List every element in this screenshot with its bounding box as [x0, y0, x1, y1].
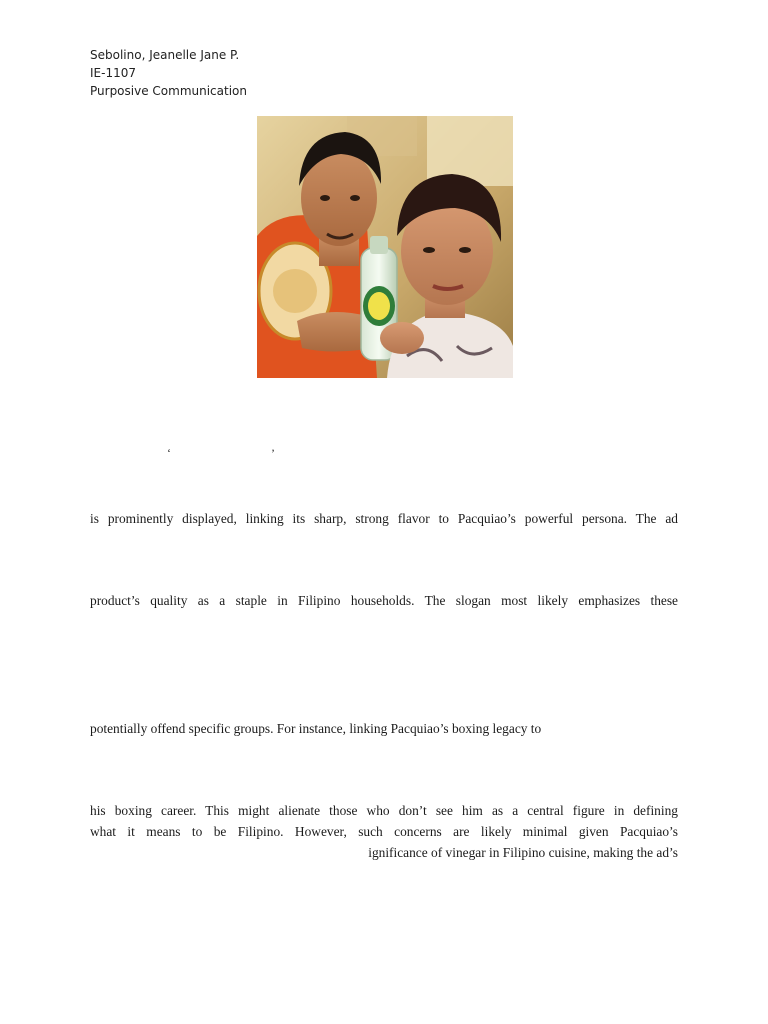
advertisement-photo-illustration	[257, 116, 513, 378]
section-code: IE-1107	[90, 66, 136, 80]
paragraph-line: his boxing career. This might alienate those who don’t see him as a central figure in defining	[90, 803, 678, 818]
document-header	[90, 46, 247, 100]
paragraph-line: what it means to be Filipino. However, such concerns are likely minimal given Pacquiao’s	[90, 824, 678, 839]
paragraph-line: is prominently displayed, linking its sharp, strong flavor to Pacquiao’s powerful persona. The ad	[90, 511, 678, 526]
paragraph-line: product’s quality as a staple in Filipino households. The slogan most likely emphasizes these	[90, 593, 678, 608]
author-name: Sebolino, Jeanelle Jane P.	[90, 48, 240, 62]
opening-quote-mark: ‘	[167, 446, 171, 460]
advertisement-photo	[257, 116, 513, 378]
closing-quote-mark: ’	[271, 446, 275, 460]
paragraph-line: ignificance of vinegar in Filipino cuisine, making the ad’s	[368, 845, 678, 860]
course-title: Purposive Communication	[90, 84, 247, 98]
paragraph-line: potentially offend specific groups. For instance, linking Pacquiao’s boxing legacy to	[90, 721, 542, 736]
